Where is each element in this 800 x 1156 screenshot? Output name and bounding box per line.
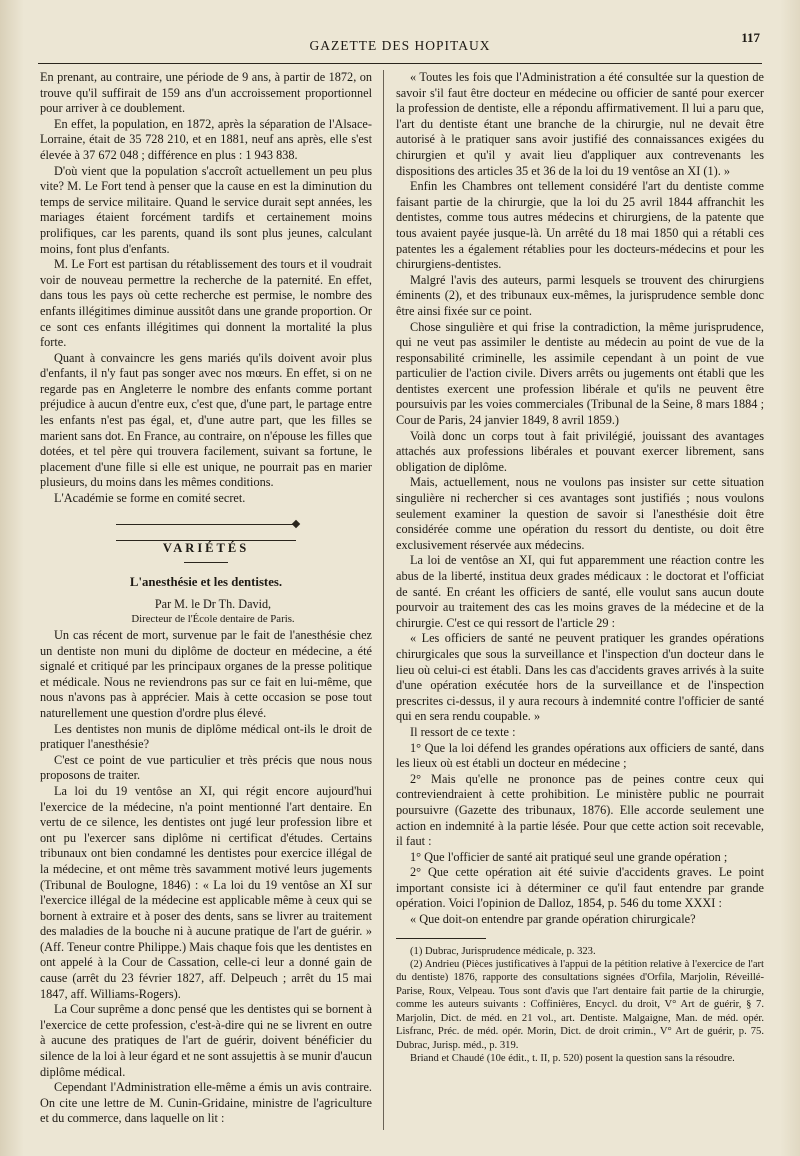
page-header — [40, 30, 760, 58]
page-number: 117 — [741, 30, 760, 45]
list-item: 2° Mais qu'elle ne prononce pas de peines contre ceux qui contreviendraient à cette prohibition. Le ministère public ne pourrait poursuivre (Gazette des tribunaux, 1876). Elle accorde seulement une action en indemnité à la partie lésée. Pour que cette action soit recevable, il faut : — [396, 771, 764, 849]
paragraph: Il ressort de ce texte : — [410, 724, 516, 739]
paragraph: Voilà donc un corps tout à fait privilégié, jouissant des avantages attachés aux professions libérales et pouvant exercer librement, sans obligation de diplôme. — [396, 428, 764, 474]
paragraph: En effet, la population, en 1872, après la séparation de l'Alsace-Lorraine, était de 35 728 210, et en 1881, neuf ans après, elle s'est élevée à 37 672 048 ; différence en plus : 1 943 838. — [40, 116, 372, 162]
paragraph: La loi de ventôse an XI, qui fut apparemment une réaction contre les abus de la liberté, institua deux grades médicaux : le doctorat et l'officiat de santé. En créant les officiers de santé, elle voulut sans aucun doute pourvoir au traitement des cas les moins graves de la médecine et de la chirurgie. C'est ce qui ressort de l'article 29 : — [396, 553, 764, 630]
paragraph: Mais, actuellement, nous ne voulons pas insister sur cette situation singulière ni rechercher si ces avantages sont justifiés ; nous voulons seulement examiner la question de savoir si l'anesthésie doit être considérée comme une opération du ressort du dentiste, ou doit être exclusivement réservée aux médecins. — [396, 475, 764, 552]
paragraph: L'Académie se forme en comité secret. — [54, 491, 246, 506]
footnote: (1) Dubrac, Jurisprudence médicale, p. 323. — [410, 945, 596, 957]
left-column — [40, 70, 372, 1127]
list-item: 1° Que l'officier de santé ait pratiqué seul une grande opération ; — [410, 849, 728, 864]
paragraph: D'où vient que la population s'accroît actuellement un peu plus vite? M. Le Fort tend à penser que la cause en est la diminution du temps de service militaire. Quand le service durait sept années, les mariages étaient forcément tardifs et certainement moins prolifiques, car les parents, quand ils sont plus jeunes, calculant moins, font plus d'enfants. — [40, 163, 372, 256]
article-title: L'anesthésie et les dentistes. — [129, 575, 283, 590]
header-rule — [38, 63, 762, 64]
paragraph: Chose singulière et qui frise la contradiction, la même jurisprudence, qui ne veut pas assimiler le dentiste au médecin au point de vue de la responsabilité criminelle, les assimile cependant à un point de vue particulier de l'action civile. Divers arrêts ou jugements ont établi que les dentistes exercent une profession libérale et qu'ils ne peuvent être poursuivis par les voies commerciales (Tribunal de la Seine, 8 mars 1884 ; Cour de Paris, 24 janvier 1849, 8 avril 1859.) — [396, 319, 764, 428]
running-title: GAZETTE DES HOPITAUX — [309, 38, 491, 53]
title-rule — [184, 562, 228, 563]
list-item: 2° Que cette opération ait été suivie d'accidents graves. Le point important consiste ici à déterminer ce qu'il faut entendre par grande opération. Voici l'opinion de Dalloz, 1854, p. 546 du tome XXXI : — [396, 865, 764, 911]
quote-paragraph: « Toutes les fois que l'Administration a été consultée sur la question de savoir s'il faut être docteur en médecine ou officier de santé pour exercer la profession de dentiste, elle a répondu affirmativement. Il lui a paru que, l'art du dentiste étant une branche de la chirurgie, nul ne devait être autorisé à le pratiquer sans avoir justifié des connaissances exigées du chirurgien et qu'il y avait lieu d'appliquer aux contrevenants les dispositions des articles 35 et 36 de la loi du 19 ventôse an XI (1). » — [396, 70, 764, 178]
paragraph: Malgré l'avis des auteurs, parmi lesquels se trouvent des chirurgiens éminents (2), et des tribunaux eux-mêmes, la jurisprudence semble donc être ainsi fixée sur ce point. — [396, 272, 764, 318]
section-divider — [40, 517, 372, 529]
section-title: VARIÉTÉS — [162, 540, 250, 555]
paragraph: Enfin les Chambres ont tellement considéré l'art du dentiste comme faisant partie de la chirurgie, que la loi du 25 avril 1844 affranchit les dentistes, comme tous autres médecins et chirurgiens, de la patente que tous avaient payée jusque-là. Un arrêté du 18 mai 1850 qui a rétabli ces patentes les a également rétablies pour les docteurs-médecins et pour les chirurgiens-dentistes. — [396, 179, 764, 272]
footnote-rule — [396, 938, 486, 939]
byline: Par M. le Dr Th. David, — [154, 596, 272, 611]
right-column — [396, 70, 764, 1065]
author-affiliation: Directeur de l'École dentaire de Paris. — [131, 613, 295, 626]
paragraph: C'est ce point de vue particulier et très précis que nous nous proposons de traiter. — [40, 752, 372, 783]
list-item: 1° Que la loi défend les grandes opérations aux officiers de santé, dans les lieux où est établi un docteur en médecine ; — [396, 740, 764, 771]
paragraph: En prenant, au contraire, une période de 9 ans, à partir de 1872, on trouve qu'il suffirait de 159 ans d'un accroissement proportionnel pour arriver à ce doublement. — [40, 70, 372, 116]
footnotes — [396, 938, 764, 1066]
paragraph: La Cour suprême a donc pensé que les dentistes qui se bornent à l'exercice de cette profession, c'est-à-dire qui ne se livrent en outre à aucune des pratiques de l'art de guérir, doivent bénéficier du silence de la loi à leur égard et ne sont assujettis à se munir d'aucun diplôme médical. — [40, 1002, 372, 1079]
paragraph: Cependant l'Administration elle-même a émis un avis contraire. On cite une lettre de M. Cunin-Gridaine, ministre de l'agriculture et du commerce, dans laquelle on lit : — [40, 1080, 372, 1126]
column-separator — [383, 70, 384, 1130]
quote-paragraph: « Les officiers de santé ne peuvent pratiquer les grandes opérations chirurgicales que sous la surveillance et l'inspection d'un docteur dans le lieu où celui-ci est établi. Dans les cas d'accidents graves arrivés à la suite d'une opération exécutée hors de la surveillance et de l'inspection prescrites ci-dessus, il y aura recours à indemnité contre l'officier de santé qui en sera rendu coupable. » — [396, 631, 764, 724]
paragraph: Un cas récent de mort, survenue par le fait de l'anesthésie chez un dentiste non muni du diplôme de docteur en médecine, a été signalé et critiqué par les principaux organes de la presse politique et médicale. Nous ne reviendrons pas sur ce fait en lui-même, que nous n'avons pas à apprécier. Mais à cette occasion se pose tout naturellement une question d'ordre plus élevé. — [40, 628, 372, 720]
paragraph: Les dentistes non munis de diplôme médical ont-ils le droit de pratiquer l'anesthésie? — [40, 721, 372, 752]
footnote: Briand et Chaudé (10e édit., t. II, p. 520) posent la question sans la résoudre. — [410, 1052, 735, 1064]
paragraph: M. Le Fort est partisan du rétablissement des tours et il voudrait voir de nouveau permettre la recherche de la paternité. En effet, dans tous les pays où cette recherche est permise, le nombre des enfants illégitimes diminue aussitôt dans une grande proportion. Or ce sont ces enfants illégitimes qui donnent la mortalité la plus forte. — [40, 257, 372, 350]
paragraph: Quant à convaincre les gens mariés qu'ils doivent avoir plus d'enfants, il n'y faut pas songer avec nos mœurs. En effet, si on ne regarde pas en Angleterre le nombre des enfants comme portant préjudice à aucun d'entre eux, c'est que, d'une part, le partage entre les enfants n'est pas égal, et, d'une autre part, que les filles se marient sans dot. En France, au contraire, on n'épouse les filles que dotées, et tel père qui trouvera facilement, suivant sa fortune, le placement d'une fille si elle est unique, ne pourrait pas en marier plusieurs, du moins dans les mêmes conditions. — [40, 350, 372, 490]
paragraph: La loi du 19 ventôse an XI, qui régit encore aujourd'hui l'exercice de la médecine, n'a point mentionné l'art dentaire. En vertu de ce silence, les dentistes ont jugé leur profession libre et ont pu l'exercer sans diplôme ni certificat d'études. Certains tribunaux ont bien condamné les dentistes pour exercice illégal de la médecine, et ont même très savamment motivé leurs jugements (Tribunal de Boulogne, 1846) : « La loi du 19 ventôse an XI sur l'exercice illégal de la médecine est applicable même à ceux qui se bornent à extraire et à poser des dents, sans se livrer au traitement des maladies de la bouche ni à aucune pratique de l'art de guérir. » (Aff. Teneur contre Philippe.) Mais chaque fois que les dentistes en ont appelé à la Cour de Cassation, celle-ci leur a donné gain de cause (arrêt du 23 février 1827, aff. Delpeuch ; arrêt du 15 mai 1847, aff. Williams-Rogers). — [40, 783, 372, 1001]
footnote: (2) Andrieu (Pièces justificatives à l'appui de la pétition relative à l'exercice de l'art du dentiste) 1876, rapporte des consultations signées d'Orfila, Marjolin, Réveillé-Parise, Roux, Velpeau. Tous sont d'avis que l'art dentaire fait partie de la chirurgie, comme les auteurs suivants : Coffinières, Encycl. du droit, V° Art de guérir, § 7. Marjolin, Dict. de méd. en 21 vol., art. Dentiste. Malgaigne, Man. de méd. opér. Lisfranc, Préc. de méd. opér. Morin, Dict. de droit crimin., V° Art de guérir, p. 75. Dubrac, Jurisp. méd., p. 319. — [396, 959, 764, 1051]
quote-paragraph: « Que doit-on entendre par grande opération chirurgicale? — [410, 912, 696, 927]
